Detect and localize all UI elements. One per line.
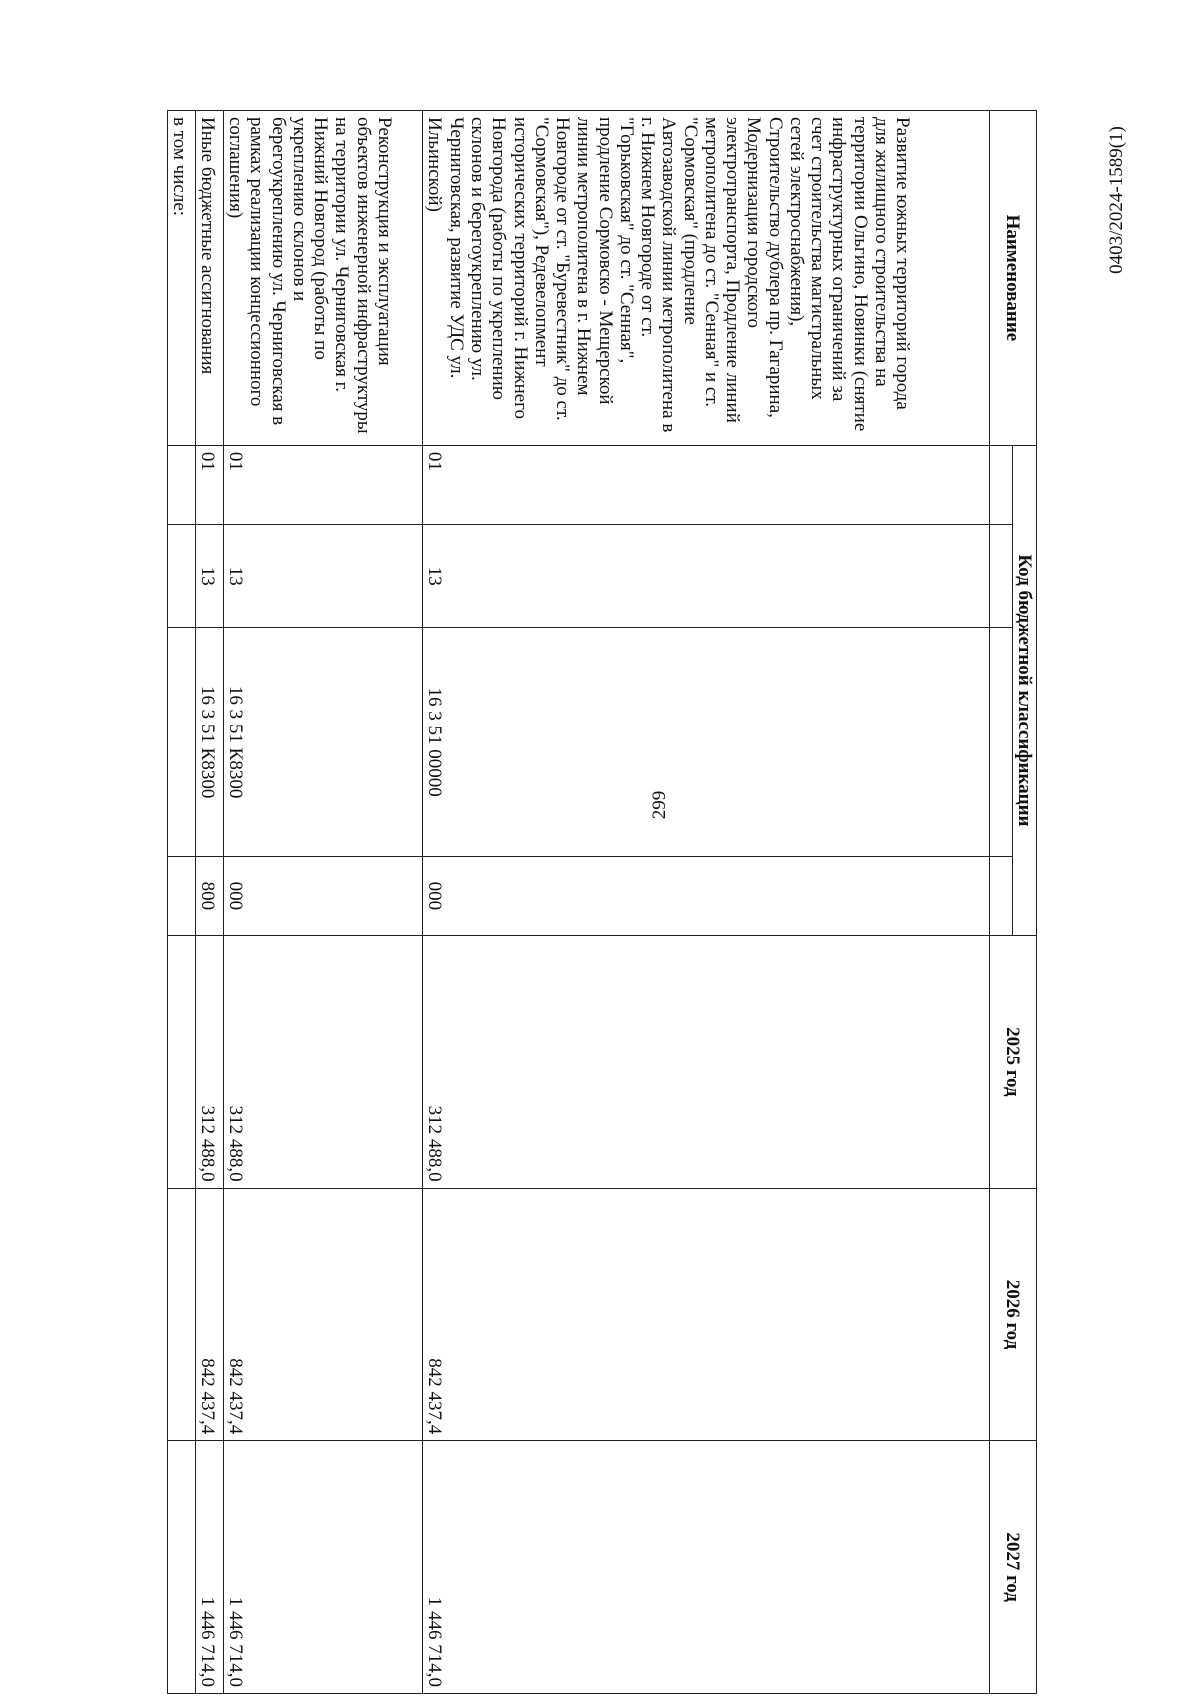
code-target: 16 3 51 К8300 (195, 628, 223, 856)
budget-table-rotated (167, 110, 1037, 1694)
code-subsection: 13 (423, 524, 990, 628)
value-2025: 312 488,0 (423, 935, 990, 1188)
code-section: 01 (423, 445, 990, 524)
table-row (423, 111, 990, 1694)
header-2026: 2026 год (989, 1188, 1036, 1441)
table-row (195, 111, 223, 1694)
row-name: Развитие южных территорий города для жилищного строительства на территории Ольгино, Новинки (снятие инфраструктурных ограничений за счет строительства магистральных сетей электроснабжения), Строительство дублера пр. Гагарина, Модернизация городского электротранспорта, Продление линий метрополитена до ст. "Сенная" и ст. "Сормовская" (продление Автозаводской линии метрополитена в г. Нижнем Новгороде от ст. "Горьковская" до ст. "Сенная", продление Сормовско - Мещерской линии метрополитена в г. Нижнем Новгороде от ст. "Буревестник" до ст. "Сормовская"), Редевелопмент исторических территорий г. Нижнего Новгорода (работы по укреплению склонов и берегоукреплению ул. Черниговская, развитие УДС ул. Ильинской) (423, 111, 990, 446)
code-subcell (989, 445, 1012, 524)
row-name: в том числе: (168, 111, 196, 446)
value-2025: 312 488,0 (195, 935, 223, 1188)
value-2025: 312 488,0 (223, 935, 422, 1188)
code-subsection: 13 (195, 524, 223, 628)
code-section (168, 445, 196, 524)
code-target (168, 628, 196, 856)
value-2026: 842 437,4 (223, 1188, 422, 1441)
code-subcell (989, 856, 1012, 935)
value-2025 (168, 935, 196, 1188)
code-section: 01 (195, 445, 223, 524)
header-2027: 2027 год (989, 1441, 1036, 1694)
code-subcell (989, 628, 1012, 856)
value-2027: 1 446 714,0 (223, 1441, 422, 1694)
code-subsection (168, 524, 196, 628)
code-subcell (989, 524, 1012, 628)
value-2026: 842 437,4 (195, 1188, 223, 1441)
code-expense-type (168, 856, 196, 935)
row-name: Реконструкция и эксплуатация объектов инженерной инфраструктуры на территории ул. Черниговская г. Нижний Новгород (работы по укреплению склонов и берегоукреплению ул. Черниговская в рамках реализации концессионного соглашения) (223, 111, 422, 446)
code-subsection: 13 (223, 524, 422, 628)
value-2027 (168, 1441, 196, 1694)
value-2026 (168, 1188, 196, 1441)
header-row (1012, 111, 1036, 1694)
document-code: 0403/2024-1589(1) (1106, 126, 1127, 274)
value-2027: 1 446 714,0 (195, 1441, 223, 1694)
code-target: 16 3 51 К8300 (223, 628, 422, 856)
value-2026: 842 437,4 (423, 1188, 990, 1441)
page-number: 299 (649, 790, 670, 820)
value-2027: 1 446 714,0 (423, 1441, 990, 1694)
row-name: Иные бюджетные ассигнования (195, 111, 223, 446)
header-code: Код бюджетной классификации (1012, 445, 1036, 935)
budget-table (167, 110, 1037, 1694)
code-expense-type: 000 (223, 856, 422, 935)
code-expense-type: 800 (195, 856, 223, 935)
header-name: Наименование (989, 111, 1036, 446)
code-section: 01 (223, 445, 422, 524)
table-row (168, 111, 196, 1694)
header-2025: 2025 год (989, 935, 1036, 1188)
code-target: 16 3 51 00000 (423, 628, 990, 856)
code-expense-type: 000 (423, 856, 990, 935)
table-row (223, 111, 422, 1694)
